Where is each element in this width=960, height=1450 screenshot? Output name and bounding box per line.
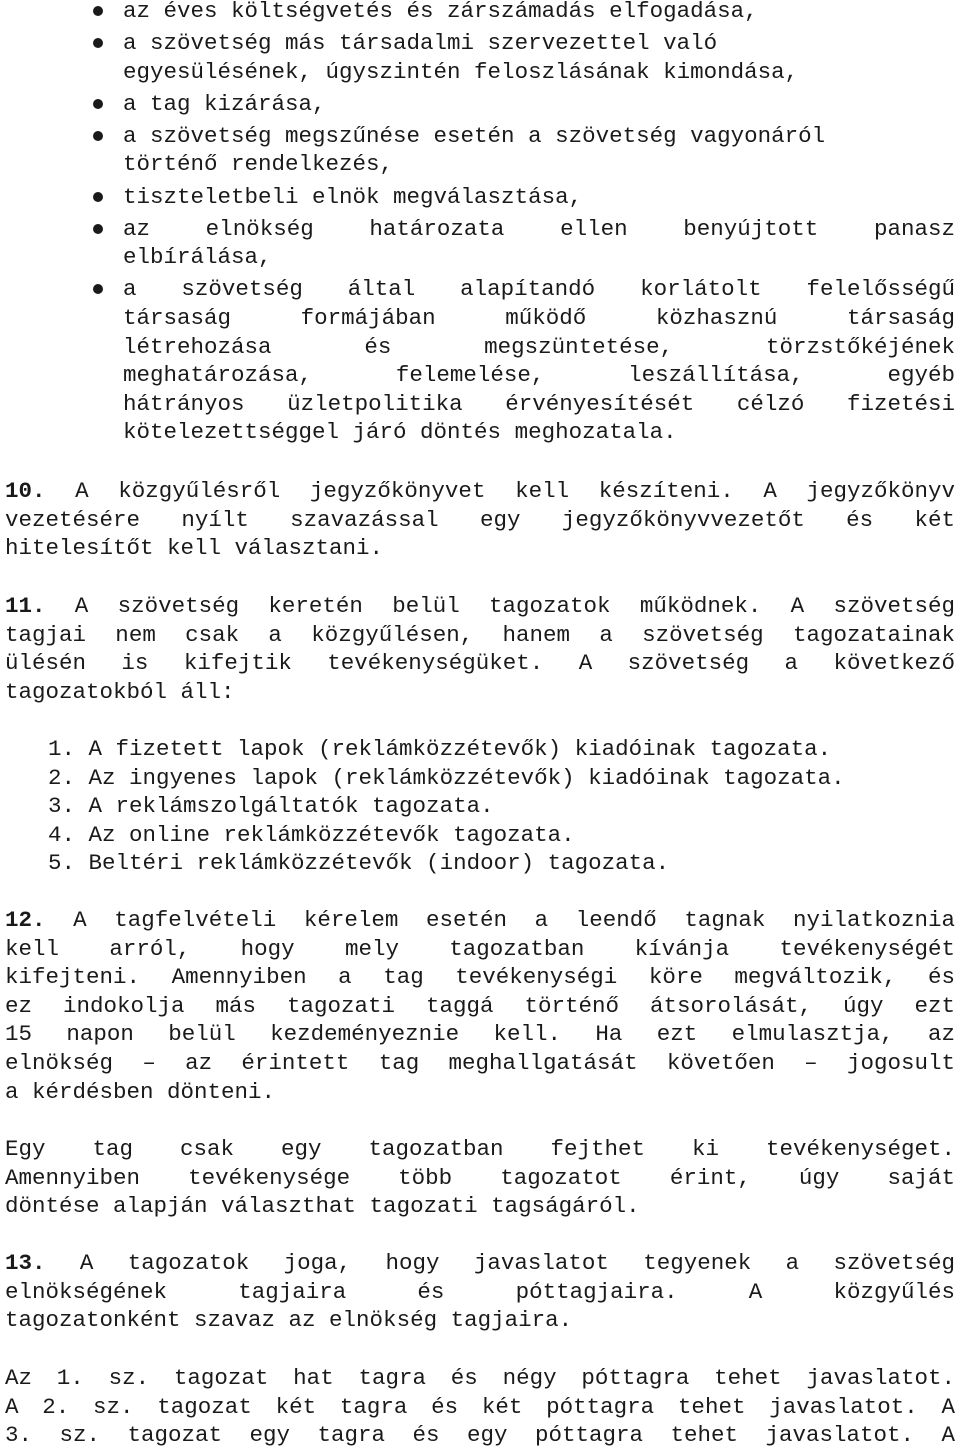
paragraph-text-line: A 2. sz. tagozat két tagra és két póttagra tehet javaslatot. A [5,1393,955,1420]
bullet-text-line: a tag kizárása, [123,90,326,117]
bullet-text-line: meghatározása, felemelése, leszállítása, egyéb [123,362,955,389]
bullet-text-line: tiszteletbeli elnök megválasztása, [123,183,583,210]
bullet-dot-icon [93,131,103,141]
paragraph-text-line: Az 1. sz. tagozat hat tagra és négy póttagra tehet javaslatot. [5,1365,955,1391]
bullet-dot-icon [93,192,103,202]
paragraph-text-line: Egy tag csak egy tagozatban fejthet ki tevékenységet. [5,1136,955,1162]
paragraph-first-line [5,1249,955,1278]
authority-bullet-list [0,0,960,450]
bullet-item [0,29,960,86]
section-list [48,735,845,878]
bullet-text-line: hátrányos üzletpolitika érvényesítését célzó fizetési [123,390,955,417]
paragraph-text-line: döntése alapján választhat tagozati tagságáról. [5,1193,640,1220]
bullet-text-line: létrehozása és megszüntetése, törzstőkéjének [123,333,955,360]
section-item: 2. Az ingyenes lapok (reklámközzétevők) kiadóinak tagozata. [48,764,845,791]
bullet-dot-icon [93,38,103,48]
section-item: 1. A fizetett lapok (reklámközzétevők) kiadóinak tagozata. [48,736,832,762]
bullet-dot-icon [93,224,103,234]
paragraph-first-line [5,592,955,621]
paragraph-text-line: vezetésére nyílt szavazással egy jegyzőkönyvvezetőt és két [5,506,955,533]
section-item: 5. Beltéri reklámközzétevők (indoor) tagozata. [48,850,670,877]
bullet-text-line: a szövetség más társadalmi szervezettel való [123,30,718,57]
bullet-dot-icon [93,99,103,109]
paragraph-12 [5,906,955,1106]
paragraph-text-line: Amennyiben tevékenysége több tagozatot érint, úgy saját [5,1164,955,1191]
bullet-text-line: elbírálása, [123,244,272,271]
bullet-text-line: a szövetség által alapítandó korlátolt felelősségű [123,276,955,303]
paragraph-text-line: 3. sz. tagozat egy tagra és egy póttagra tehet javaslatot. A [5,1422,955,1449]
paragraph-text-line: tagjai nem csak a közgyűlésen, hanem a szövetség tagozatainak [5,621,955,648]
bullet-item [0,183,960,212]
bullet-text-line: kötelezettséggel járó döntés meghozatala. [123,419,677,446]
paragraph-text-line: 15 napon belül kezdeményeznie kell. Ha ezt elmulasztja, az [5,1021,955,1048]
bullet-dot-icon [93,6,103,16]
paragraph-text-line: elnökség – az érintett tag meghallgatását követően – jogosult [5,1049,955,1076]
paragraph-text-line: kell arról, hogy mely tagozatban kívánja tevékenységét [5,935,955,962]
paragraph-first-line [5,477,955,506]
paragraph-text-line: A tagozatok joga, hogy javaslatot tegyenek a szövetség [45,1250,955,1276]
paragraph-10 [5,477,955,563]
paragraph-text-line: tagozatonként szavaz az elnökség tagjaira. [5,1307,573,1334]
paragraph-13 [5,1249,955,1335]
bullet-item [0,90,960,119]
bullet-text-line: társaság formájában működő közhasznú társaság [123,304,955,331]
paragraph-first-line [5,906,955,935]
paragraph-text-line: A szövetség keretén belül tagozatok működnek. A szövetség [45,593,955,619]
paragraph-text-line: elnökségének tagjaira és póttagjaira. A közgyűlés [5,1278,955,1305]
paragraph-13-continued [5,1364,955,1450]
bullet-item [0,122,960,179]
bullet-text-line: egyesülésének, úgyszintén feloszlásának kimondása, [123,58,799,85]
section-item: 3. A reklámszolgáltatók tagozata. [48,793,494,820]
bullet-item [0,215,960,272]
paragraph-11 [5,592,955,706]
section-item: 4. Az online reklámközzétevők tagozata. [48,821,575,848]
paragraph-number: 13. [5,1250,46,1276]
bullet-text-line: az elnökség határozata ellen benyújtott panasz [123,215,955,242]
bullet-text-line: az éves költségvetés és zárszámadás elfogadása, [123,0,758,24]
paragraph-text-line: a kérdésben dönteni. [5,1078,276,1105]
paragraph-12-continued [5,1135,955,1221]
paragraph-number: 11. [5,593,46,619]
paragraph-text-line: ülésén is kifejtik tevékenységüket. A szövetség a következő [5,650,955,677]
bullet-text-line: a szövetség megszűnése esetén a szövetség vagyonáról [123,122,826,149]
paragraph-text-line: A tagfelvételi kérelem esetén a leendő tagnak nyilatkoznia [45,907,955,933]
paragraph-number: 12. [5,907,46,933]
paragraph-text-line: A közgyűlésről jegyzőkönyvet kell készíteni. A jegyzőkönyv [45,478,955,504]
paragraph-text-line: hitelesítőt kell választani. [5,535,384,562]
paragraph-text-line: ez indokolja más tagozati taggá történő átsorolását, úgy ezt [5,992,955,1019]
paragraph-text-line: tagozatokból áll: [5,678,235,705]
bullet-text-line: történő rendelkezés, [123,151,394,178]
paragraph-number: 10. [5,478,46,504]
bullet-item [0,275,960,447]
bullet-item [0,0,960,26]
paragraph-text-line: kifejteni. Amennyiben a tag tevékenységi köre megváltozik, és [5,964,955,991]
bullet-dot-icon [93,284,103,294]
